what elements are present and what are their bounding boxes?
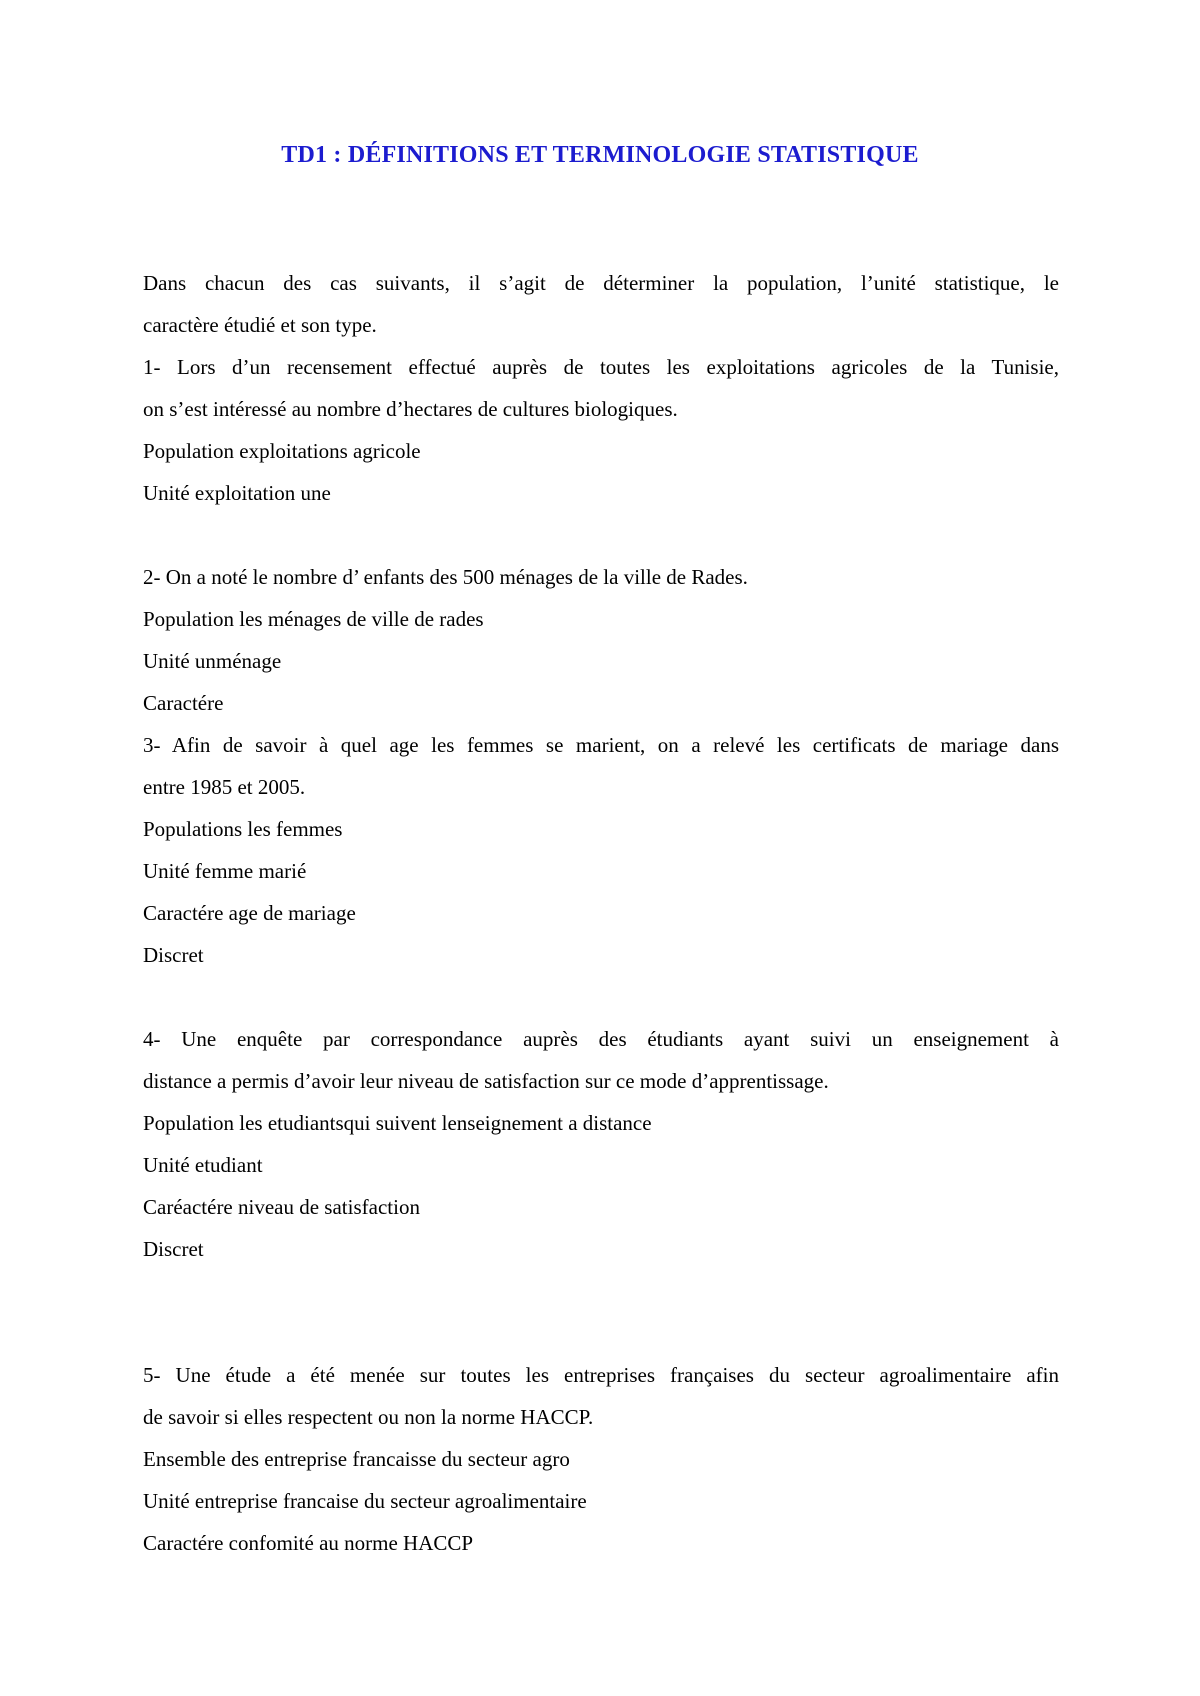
question-1-line-1: 1- Lors d’un recensement effectué auprès de toutes les exploitations agricoles de la Tunisie,: [143, 355, 1059, 379]
document-body: [143, 262, 1059, 1564]
question-5-line-1: 5- Une étude a été menée sur toutes les entreprises françaises du secteur agroalimentaire afin: [143, 1363, 1059, 1387]
answer-4-unit: Unité etudiant: [143, 1153, 263, 1177]
answer-1-population: Population exploitations agricole: [143, 439, 421, 463]
question-5-line-2: de savoir si elles respectent ou non la norme HACCP.: [143, 1405, 594, 1429]
question-3-line-2: entre 1985 et 2005.: [143, 775, 306, 799]
answer-5-character: Caractére confomité au norme HACCP: [143, 1531, 474, 1555]
answer-5-unit: Unité entreprise francaise du secteur agroalimentaire: [143, 1489, 587, 1513]
answer-4-character: Caréactére niveau de satisfaction: [143, 1195, 420, 1219]
intro-line-1: Dans chacun des cas suivants, il s’agit de déterminer la population, l’unité statistique, le: [143, 271, 1059, 295]
intro-line-2: caractère étudié et son type.: [143, 313, 377, 337]
question-4-line-1: 4- Une enquête par correspondance auprès des étudiants ayant suivi un enseignement à: [143, 1027, 1059, 1051]
question-1-line-2: on s’est intéressé au nombre d’hectares de cultures biologiques.: [143, 397, 678, 421]
answer-3-type: Discret: [143, 943, 204, 967]
answer-2-unit: Unité unménage: [143, 649, 282, 673]
document-title: TD1 : DÉFINITIONS ET TERMINOLOGIE STATISTIQUE: [281, 142, 919, 168]
answer-4-type: Discret: [143, 1237, 204, 1261]
answer-2-character: Caractére: [143, 691, 224, 715]
answer-2-population: Population les ménages de ville de rades: [143, 607, 484, 631]
question-3-line-1: 3- Afin de savoir à quel age les femmes se marient, on a relevé les certificats de mariage dans: [143, 733, 1059, 757]
question-4-line-2: distance a permis d’avoir leur niveau de satisfaction sur ce mode d’apprentissage.: [143, 1069, 829, 1093]
answer-1-unit: Unité exploitation une: [143, 481, 331, 505]
answer-3-population: Populations les femmes: [143, 817, 343, 841]
answer-3-character: Caractére age de mariage: [143, 901, 356, 925]
question-2-line-1: 2- On a noté le nombre d’ enfants des 500 ménages de la ville de Rades.: [143, 565, 748, 589]
spacer: [143, 514, 1059, 556]
spacer: [143, 976, 1059, 1018]
answer-5-population: Ensemble des entreprise francaisse du secteur agro: [143, 1447, 570, 1471]
answer-3-unit: Unité femme marié: [143, 859, 307, 883]
answer-4-population: Population les etudiantsqui suivent lenseignement a distance: [143, 1111, 652, 1135]
spacer: [143, 1270, 1059, 1354]
